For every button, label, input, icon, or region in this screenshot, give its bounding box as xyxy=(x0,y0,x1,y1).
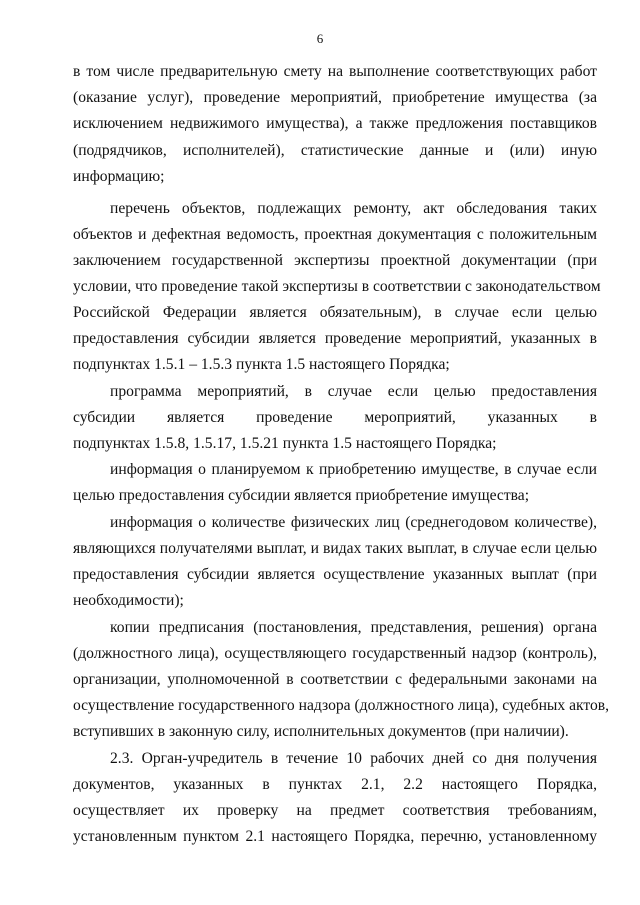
text-line: копии предписания (постановления, представления, решения) органа xyxy=(110,619,597,636)
text-line: (оказание услуг), проведение мероприятий, приобретение имущества (за xyxy=(73,89,597,106)
text-line: подпунктах 1.5.1 – 1.5.3 пункта 1.5 настоящего Порядка; xyxy=(73,356,450,373)
text-line: (подрядчиков, исполнителей), статистические данные и (или) иную xyxy=(73,142,597,159)
page-number: 6 xyxy=(316,31,324,46)
text-line: информация о планируемом к приобретению имуществе, в случае если xyxy=(110,461,597,478)
text-line: 2.3. Орган-учредитель в течение 10 рабочих дней со дня получения xyxy=(110,750,597,767)
text-line: условии, что проведение такой экспертизы в соответствии с законодательством xyxy=(73,278,601,295)
text-line: вступивших в законную силу, исполнительных документов (при наличии). xyxy=(73,723,569,740)
text-line: необходимости); xyxy=(73,592,184,609)
text-line: осуществляет их проверку на предмет соответствия требованиям, xyxy=(73,802,597,819)
text-line: подпунктах 1.5.8, 1.5.17, 1.5.21 пункта 1.5 настоящего Порядка; xyxy=(73,435,497,452)
text-line: перечень объектов, подлежащих ремонту, акт обследования таких xyxy=(110,200,597,217)
text-line: программа мероприятий, в случае если целью предоставления xyxy=(110,383,597,400)
text-line: Российской Федерации является обязательным), в случае если целью xyxy=(73,304,597,321)
text-line: информацию; xyxy=(73,168,165,185)
text-line: исключением недвижимого имущества), а также предложения поставщиков xyxy=(73,115,597,132)
text-line: установленным пунктом 2.1 настоящего Порядка, перечню, установленному xyxy=(73,828,597,845)
text-line: осуществление государственного надзора (должностного лица), судебных актов, xyxy=(73,697,610,714)
text-line: предоставления субсидии является проведение мероприятий, указанных в xyxy=(73,330,597,347)
text-line: субсидии является проведение мероприятий, указанных в xyxy=(73,409,597,426)
text-line: предоставления субсидии является осуществление указанных выплат (при xyxy=(73,566,597,583)
text-line: организации, уполномоченной в соответствии с федеральными законами на xyxy=(73,671,597,688)
text-line: документов, указанных в пунктах 2.1, 2.2 настоящего Порядка, xyxy=(73,776,597,793)
text-line: заключением государственной экспертизы проектной документации (при xyxy=(73,252,597,269)
text-line: (должностного лица), осуществляющего государственный надзор (контроль), xyxy=(73,645,597,662)
text-line: целью предоставления субсидии является приобретение имущества; xyxy=(73,487,530,504)
text-line: являющихся получателями выплат, и видах таких выплат, в случае если целью xyxy=(73,540,597,557)
text-line: в том числе предварительную смету на выполнение соответствующих работ xyxy=(73,63,597,80)
text-line: информация о количестве физических лиц (среднегодовом количестве), xyxy=(110,514,597,531)
text-line: объектов и дефектная ведомость, проектная документация с положительным xyxy=(73,226,597,243)
